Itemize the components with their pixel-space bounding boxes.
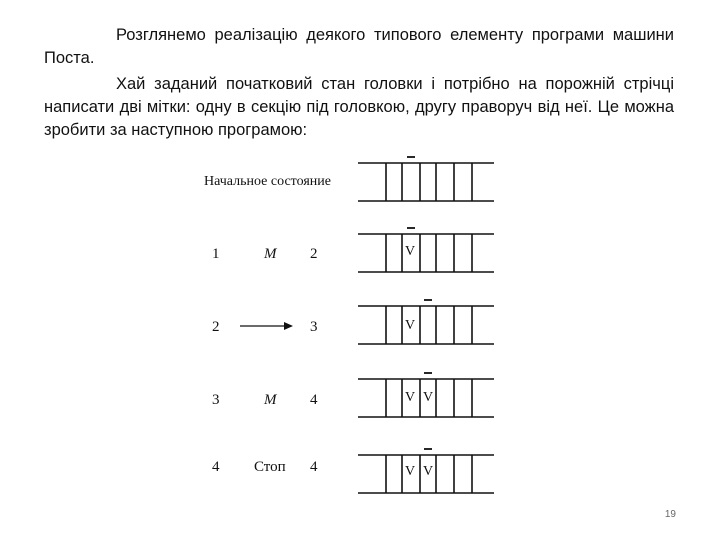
row-2-number: 2	[212, 319, 220, 335]
row-1-next: 2	[310, 246, 318, 262]
row-4-mark-2: V	[423, 464, 434, 479]
tape-row-2	[358, 306, 494, 344]
row-4-number: 4	[212, 459, 220, 475]
arrow-right-icon	[240, 322, 293, 330]
tape-row-3	[358, 379, 494, 417]
row-4-mark-1: V	[405, 464, 416, 479]
row-3-next: 4	[310, 392, 318, 408]
row-3-number: 3	[212, 392, 220, 408]
row-1-command: M	[264, 246, 277, 262]
row-1-mark-1: V	[405, 244, 416, 259]
row-4-next: 4	[310, 459, 318, 475]
row-2-next: 3	[310, 319, 318, 335]
tape-initial	[358, 163, 494, 201]
tape-row-1	[358, 234, 494, 272]
tape-row-4	[358, 455, 494, 493]
row-1-number: 1	[212, 246, 220, 262]
row-3-command: M	[264, 392, 277, 408]
paragraph-2-text: Хай заданий початковий стан головки і потрібно на порожній стрічці написати дві мітки: одну в секцію під головкою, другу праворуч від неї. Це можна зробити за наступною програмою:	[44, 75, 674, 139]
initial-state-label: Начальное состояние	[204, 174, 331, 189]
row-3-mark-2: V	[423, 390, 434, 405]
paragraph-1-text: Розглянемо реалізацію деякого типового елементу програми машини Поста.	[44, 26, 674, 67]
row-3-mark-1: V	[405, 390, 416, 405]
page-number: 19	[664, 509, 676, 520]
row-4-command: Стоп	[254, 459, 286, 475]
row-2-mark-1: V	[405, 318, 416, 333]
